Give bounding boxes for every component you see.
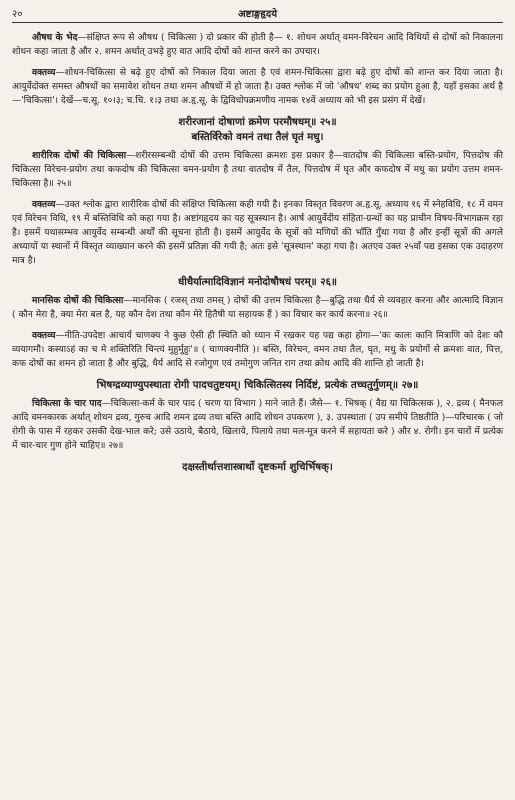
body-text: —शोधन-चिकित्सा से बढ़े हुए दोषों को निकाल दिया जाता है एवं शमन-चिकित्सा द्वारा बढ़े हुए दोषों को शान्त कर दिया जाता है। आयुर्वेदोक्त समस्त औषधों का समावेश शोधन तथा शमन औषधों में हो जाता है। उक्त श्लोक में जो 'औषध' शब्द का प्रयोग हुआ है, यहाँ इसका अर्थ है—'चिकित्सा'। देखें—च.सू. १०।३; च.चि. १।३ तथा अ.हृ.सू. के द्विविधोपक्रमणीय नामक १४वें अध्याय को भी इस प्रसंग में देखें। [12, 68, 503, 106]
verse-28: दक्षस्तीर्थात्तशास्त्रार्थो दृष्टकर्मा शुचिर्भिषक्। [182, 461, 333, 473]
header-rule [12, 22, 503, 23]
page-header [12, 6, 503, 20]
heading: वक्तव्य [32, 330, 56, 341]
heading: औषध के भेद [32, 32, 78, 43]
heading: वक्तव्य [32, 199, 56, 210]
book-title: अष्टाङ्गहृदये [237, 9, 277, 20]
verse-26: धीधैर्यात्मादिविज्ञानं मनोदोषौषधं परम्॥ २६॥ [177, 276, 338, 288]
paragraph-aushadh-bhed [12, 31, 503, 59]
body-text: —नीति-उपदेष्टा आचार्य चाणक्य ने कुछ ऐसी ही स्थिति को ध्यान में रखकर यह पद्य कहा होगा—'कः कालः कानि मित्राणि को देशः कौ व्ययागमौ। कस्याऽहं का च मे शक्तिरिति चिन्त्यं मुहुर्मुहुः'॥ ( चाणक्यनीति )। बस्ति, विरेचन, वमन तथा तैल, घृत, मधु के प्रयोगों से क्रमशः वात, पित्त, कफ दोषों का शमन हो जाता है और बुद्धि, धैर्य आदि से रजोगुण एवं तमोगुण जनित राग तथा क्रोध आदि की शान्ति हो जाती है। [12, 331, 503, 369]
body-text: —संक्षिप्त रूप से औषध ( चिकित्सा ) दो प्रकार की होती है— १. शोधन अर्थात् वमन-विरेचन आदि विधियों से दोषों को निकालना शोधन कहा जाता है और २. शमन अर्थात् उभड़े हुए वात आदि दोषों को शान्त करने का उपचार। [12, 33, 503, 57]
heading: शारीरिक दोषों की चिकित्सा [32, 150, 127, 161]
verse-27: भिषग्द्रव्याण्युपस्थाता रोगी पादचतुष्टयम्। चिकित्सितस्य निर्दिष्टं, प्रत्येकं तच्चतुर्गुणम्॥ २७॥ [96, 379, 419, 391]
paragraph-vaktavya-1 [12, 66, 503, 108]
paragraph-sharirik-chikitsa [12, 149, 503, 191]
heading: चिकित्सा के चार पाद [32, 398, 102, 409]
body-text: —मानसिक ( रजस् तथा तमस् ) दोषों की उत्तम चिकित्सा है—बुद्धि तथा धैर्य से व्यवहार करना और आत्मादि विज्ञान ( कौन मेरा है, क्या मेरा बल है, यह कौन देश तथा कौन मेरे हितैषी या सहायक हैं ) का विचार कर कार्य करना॥ २६॥ [12, 296, 503, 320]
page-number: २० [12, 9, 23, 20]
verse-25-line-1: शरीरजानां दोषाणां क्रमेण परमौषधम्॥ २५॥ [178, 116, 337, 128]
body-text: —शरीरसम्बन्धी दोषों की उत्तम चिकित्सा क्रमशः इस प्रकार है—वातदोष की चिकित्सा बस्ति-प्रयोग, पित्तदोष की चिकित्सा विरेचन-प्रयोग तथा कफदोष की चिकित्सा वमन-प्रयोग है तथा वातदोष में तैल, पित्तदोष में घृत और कफदोष में मधु का प्रयोग उत्तम शमन-चिकित्सा है॥ २५॥ [12, 151, 503, 189]
heading: मानसिक दोषों की चिकित्सा [32, 295, 124, 306]
paragraph-vaktavya-2 [12, 198, 503, 268]
body-text: —चिकित्सा-कर्म के चार पाद ( चरण या विभाग ) माने जाते हैं। जैसे— १. भिषक् ( वैद्य या चिकित्सक ), २. द्रव्य ( मैनफल आदि वमनकारक अर्थात् शोधन द्रव्य, गुरुच आदि शमन द्रव्य तथा बस्ति आदि शोधन उपकरण ), ३. उपस्थाता ( उप समीपे तिष्ठतीति )—परिचारक ( जो रोगी के पास में रहकर उसकी देख-भाल करे; उसे उठाये, बैठाये, खिलाये, पिलाये तथा मल-मूत्र करने में सहायता करे ) और ४. रोगी। इन चारों में प्रत्येक में चार-चार गुण होने चाहिए॥ २७॥ [12, 399, 503, 451]
body-text: —उक्त श्लोक द्वारा शारीरिक दोषों की संक्षिप्त चिकित्सा कही गयी है। इनका विस्तृत विवरण अ.हृ.सू. अध्याय १६ में स्नेहविधि, १८ में वमन एवं विरेचन विधि, १९ में बस्तिविधि को कहा गया है। अष्टांगहृदय का यह सूत्रस्थान है। आर्ष आयुर्वेदीय संहिता-ग्रन्थों का यह प्राचीन विषय-विभागक्रम रहा है। इसमें यथासम्भव आयुर्वेद सम्बन्धी अर्थों की सूचना होती है। इसमें आयुर्वेद के सूत्रों को मणियों की भाँति गुँथा गया है और इन्हीं सूत्रों की अगले अध्यायों या स्थानों में विस्तृत व्याख्यान करने की इसमें प्रतिज्ञा की गयी है; अतः इसे 'सूत्रस्थान' कहा गया है। अतएव उक्त २५वाँ पद्य इसका एक उदाहरण मात्र है। [12, 200, 503, 266]
heading: वक्तव्य [32, 67, 56, 78]
paragraph-vaktavya-3 [12, 329, 503, 371]
paragraph-mansik-chikitsa [12, 294, 503, 322]
verse-25-line-2: बस्तिर्विरेको वमनं तथा तैलं घृतं मधु। [191, 131, 324, 143]
paragraph-chikitsa-ke-char-pad [12, 397, 503, 453]
